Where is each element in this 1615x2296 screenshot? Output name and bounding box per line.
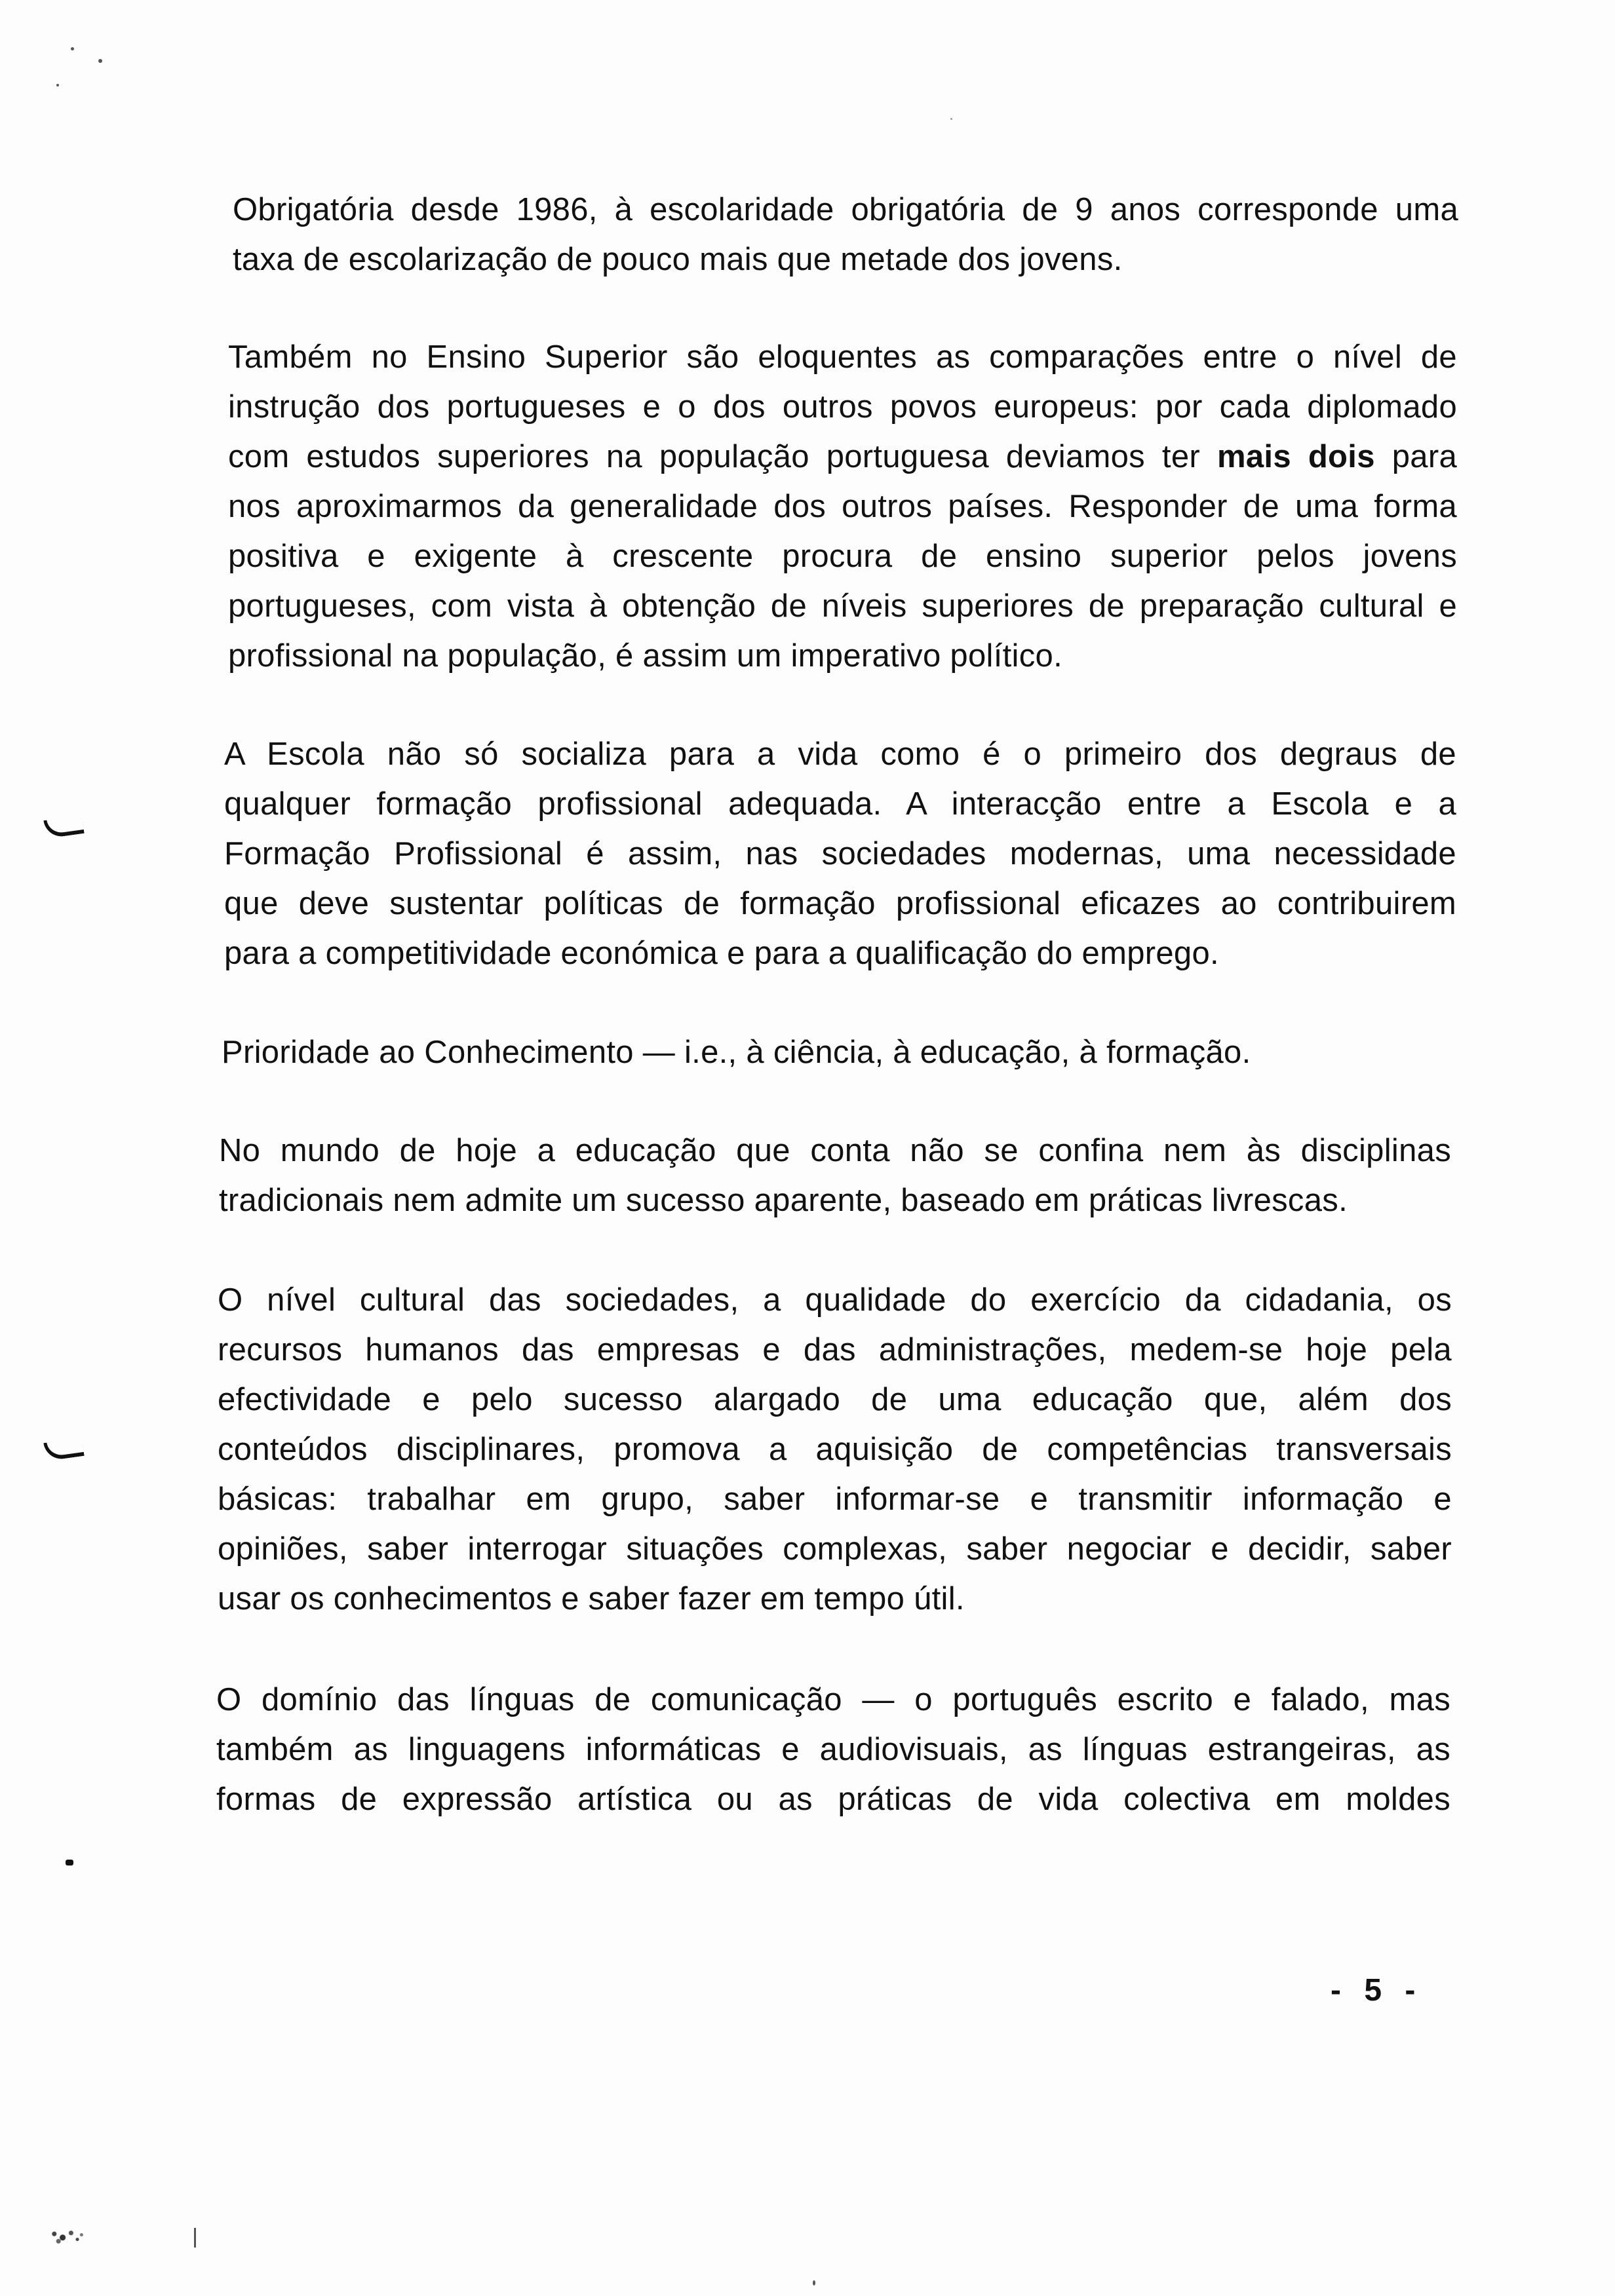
page-number: - 5 - [1331, 1973, 1416, 2008]
paragraph-line: instrução dos portugueses e o dos outros povos europeus: por cada diplomado [228, 389, 1457, 425]
paragraph-line: A Escola não só socializa para a vida como é o primeiro dos degraus de [224, 737, 1456, 772]
scan-tick [194, 2228, 196, 2248]
paragraph-3 [224, 729, 1456, 978]
paragraph-line-with-emphasis [228, 432, 1457, 482]
line-text: para [1391, 439, 1458, 474]
paragraph-line: Também no Ensino Superior são eloquentes as comparações entre o nível de [228, 339, 1457, 375]
paragraph-line: O nível cultural das sociedades, a qualidade do exercício da cidadania, os [218, 1282, 1452, 1318]
paragraph-line: usar os conhecimentos e saber fazer em tempo útil. [218, 1581, 965, 1617]
paragraph-line: No mundo de hoje a educação que conta não se confina nem às disciplinas [219, 1133, 1451, 1168]
emphasis-text: mais dois [1216, 439, 1375, 474]
paragraph-line: nos aproximarmos da generalidade dos outros países. Responder de uma forma [228, 489, 1457, 524]
paragraph-line: formas de expressão artística ou as práticas de vida colectiva em moldes [216, 1782, 1450, 1817]
paragraph-line: recursos humanos das empresas e das administrações, medem-se hoje pela [218, 1332, 1452, 1368]
margin-dot [66, 1860, 73, 1866]
paragraph-line: também as linguagens informáticas e audiovisuais, as línguas estrangeiras, as [216, 1732, 1450, 1767]
paragraph-line: opiniões, saber interrogar situações complexas, saber negociar e decidir, saber [218, 1531, 1452, 1567]
paragraph-line: que deve sustentar políticas de formação profissional eficazes ao contribuirem [224, 886, 1456, 921]
scan-speck [71, 47, 74, 50]
scan-speck [950, 118, 952, 120]
paragraph-line: positiva e exigente à crescente procura de ensino superior pelos jovens [228, 539, 1457, 574]
margin-mark [43, 815, 84, 839]
line-text: com estudos superiores na população portuguesa deviamos ter [228, 439, 1201, 474]
paragraph-line: qualquer formação profissional adequada. A interacção entre a Escola e a [224, 786, 1456, 822]
margin-mark [43, 1438, 84, 1461]
paragraph-4 [222, 1027, 1454, 1077]
scan-smudge [46, 2227, 88, 2245]
paragraph-line: efectividade e pelo sucesso alargado de uma educação que, além dos [218, 1382, 1452, 1417]
paragraph-line: Obrigatória desde 1986, à escolaridade obrigatória de 9 anos corresponde uma [233, 192, 1458, 227]
paragraph-line: portugueses, com vista à obtenção de níveis superiores de preparação cultural e [228, 588, 1457, 624]
paragraph-line: profissional na população, é assim um imperativo político. [228, 638, 1062, 674]
scan-speck [813, 2280, 815, 2286]
paragraph-2 [228, 332, 1457, 681]
paragraph-line: para a competitividade económica e para a qualificação do emprego. [224, 936, 1219, 971]
paragraph-line: conteúdos disciplinares, promova a aquisição de competências transversais [218, 1432, 1452, 1467]
paragraph-1 [233, 185, 1458, 284]
paragraph-6 [218, 1275, 1452, 1624]
paragraph-line: O domínio das línguas de comunicação — o português escrito e falado, mas [216, 1682, 1450, 1717]
paragraph-5 [219, 1126, 1451, 1225]
paragraph-7 [216, 1675, 1450, 1824]
paragraph-line: Formação Profissional é assim, nas sociedades modernas, uma necessidade [224, 836, 1456, 871]
paragraph-line: Prioridade ao Conhecimento — i.e., à ciência, à educação, à formação. [222, 1035, 1251, 1070]
paragraph-line: básicas: trabalhar em grupo, saber informar-se e transmitir informação e [218, 1482, 1452, 1517]
scan-speck [98, 59, 102, 63]
paragraph-line: tradicionais nem admite um sucesso aparente, baseado em práticas livrescas. [219, 1183, 1348, 1218]
paragraph-line: taxa de escolarização de pouco mais que metade dos jovens. [233, 242, 1123, 277]
scan-speck [56, 84, 59, 86]
